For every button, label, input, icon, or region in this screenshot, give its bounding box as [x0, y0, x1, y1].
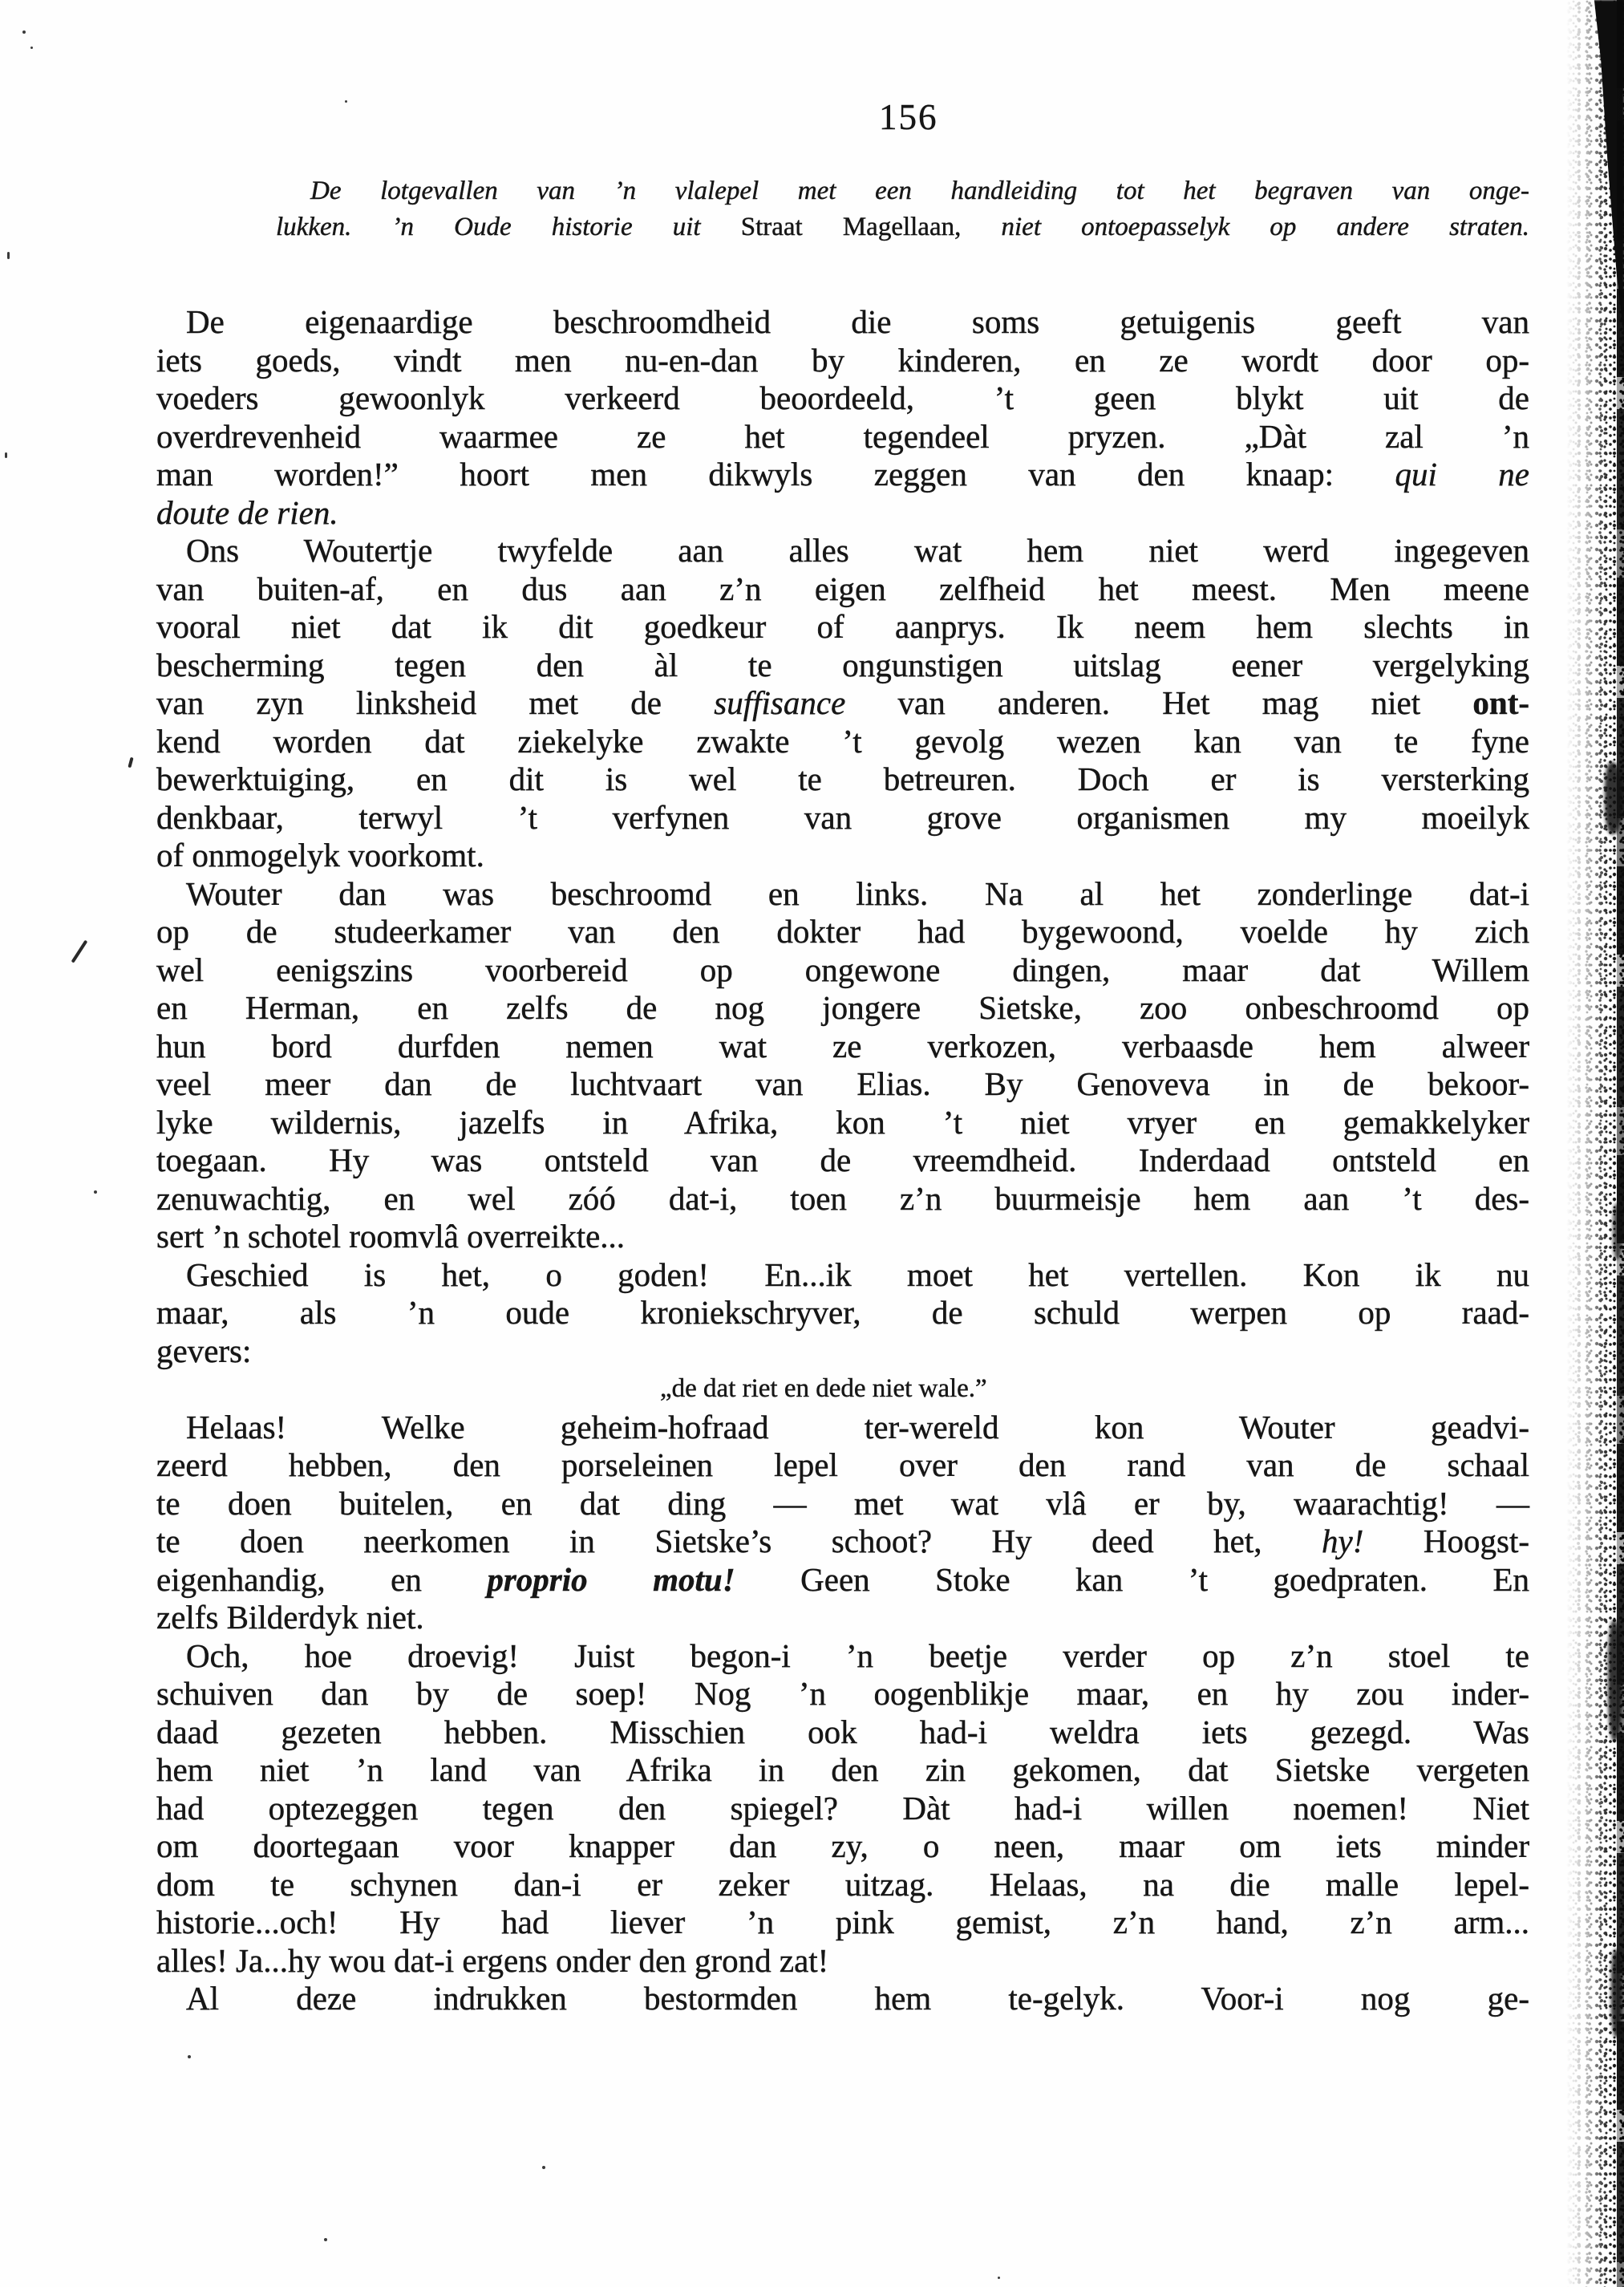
- text-line: [156, 379, 1529, 418]
- text-segment: maar, als ’n oude kroniekschryver, de schuld werpen op raad-: [156, 1294, 1529, 1331]
- text-line: [156, 837, 1529, 875]
- text-segment: Geen Stoke kan ’t goedpraten. En: [735, 1560, 1529, 1598]
- text-segment: dom te schynen dan-i er zeker uitzag. Helaas, na die malle lepel-: [156, 1865, 1529, 1903]
- text-line: [156, 1218, 1529, 1256]
- text-segment: van buiten-af, en dus aan z’n eigen zelfheid het meest. Men meene: [156, 570, 1529, 607]
- text-line: [156, 1942, 1529, 1981]
- text-segment: kend worden dat ziekelyke zwakte ’t gevolg wezen kan van te fyne: [156, 722, 1529, 760]
- text-line: [156, 1866, 1529, 1904]
- text-line: [156, 1675, 1529, 1713]
- text-line: [156, 494, 1529, 533]
- text-line: [156, 875, 1529, 914]
- scan-blotch: [1611, 1949, 1622, 2038]
- text-line: [156, 1104, 1529, 1142]
- text-segment: zeerd hebben, den porseleinen lepel over den rand van de schaal: [156, 1446, 1529, 1483]
- text-line: [156, 1256, 1529, 1295]
- text-segment: van anderen. Het mag niet: [845, 684, 1473, 721]
- scan-artifact-dot: [345, 100, 347, 103]
- text-line: [156, 647, 1529, 685]
- text-segment: sert ’n schotel roomvlâ overreikte...: [156, 1218, 626, 1255]
- scan-artifact-dot: [188, 2055, 191, 2058]
- text-segment: lyke wildernis, jazelfs in Afrika, kon ’t niet vryer en gemakkelyker: [156, 1103, 1529, 1141]
- text-line: [156, 1523, 1529, 1561]
- text-segment: te doen neerkomen in Sietske’s schoot? Hy deed het,: [156, 1523, 1322, 1559]
- text-segment: proprio motu!: [487, 1560, 735, 1598]
- text-segment: hem niet ’n land van Afrika in den zin gekomen, dat Sietske vergeten: [156, 1751, 1529, 1788]
- text-line: [156, 1065, 1529, 1104]
- text-line: [156, 1827, 1529, 1866]
- text-line: [156, 532, 1529, 570]
- text-segment: hun bord durfden nemen wat ze verkozen, verbaasde hem alweer: [156, 1027, 1529, 1064]
- scan-noise-right-band: [1566, 0, 1624, 2287]
- text-line: [156, 608, 1529, 647]
- heading-line: [156, 209, 1529, 245]
- text-segment: Al deze indrukken bestormden hem te-gelyk. Voor-i nog ge-: [186, 1980, 1529, 2017]
- text-line: [156, 1409, 1529, 1447]
- text-line: [156, 989, 1529, 1028]
- scan-artifact-tick: [128, 757, 133, 768]
- text-line: [156, 1790, 1529, 1828]
- text-line: [156, 418, 1529, 456]
- text-block: [156, 303, 1529, 2018]
- text-segment: om doortegaan voor knapper dan zy, o neen, maar om iets minder: [156, 1827, 1529, 1864]
- text-line: [156, 723, 1529, 761]
- text-line: [156, 1485, 1529, 1523]
- text-segment: ont-: [1472, 684, 1529, 721]
- text-segment: Geschied is het, o goden! En...ik moet het vertellen. Kon ik nu: [186, 1255, 1529, 1293]
- text-line: [156, 1599, 1529, 1637]
- text-segment: suffisance: [714, 684, 846, 721]
- text-line: [156, 1332, 1529, 1371]
- text-segment: veel meer dan de luchtvaart van Elias. By Genoveva in de bekoor-: [156, 1065, 1529, 1102]
- scan-artifact-dot: [324, 2238, 327, 2241]
- text-segment: toegaan. Hy was ontsteld van de vreemdheid. Inderdaad ontsteld en: [156, 1141, 1529, 1178]
- text-segment: De lotgevallen van ’n vlalepel met een handleiding tot het begraven van onge-: [310, 176, 1529, 205]
- text-segment: schuiven dan by de soep! Nog ’n oogenblikje maar, en hy zou inder-: [156, 1675, 1529, 1712]
- text-segment: De eigenaardige beschroomdheid die soms getuigenis geeft van: [186, 303, 1529, 340]
- text-segment: Helaas! Welke geheim-hofraad ter-wereld kon Wouter geadvi-: [186, 1408, 1529, 1446]
- text-segment: en Herman, en zelfs de nog jongere Sietske, zoo onbeschroomd op: [156, 989, 1529, 1026]
- page-number: 156: [879, 97, 938, 137]
- text-segment: historie...och! Hy had liever ’n pink gemist, z’n hand, z’n arm...: [156, 1904, 1529, 1940]
- text-segment: bewerktuiging, en dit is wel te betreuren. Doch er is versterking: [156, 760, 1529, 797]
- text-line: [156, 1180, 1529, 1219]
- text-line: [156, 1028, 1529, 1066]
- text-segment: Straat Magellaan,: [740, 213, 962, 241]
- text-segment: bescherming tegen den àl te ongunstigen uitslag eener vergelyking: [156, 646, 1529, 683]
- text-line: [156, 1561, 1529, 1600]
- text-line: [156, 570, 1529, 609]
- text-line: [156, 1980, 1529, 2018]
- text-segment: Wouter dan was beschroomd en links. Na al het zonderlinge dat-i: [186, 874, 1529, 912]
- text-line: [156, 913, 1529, 951]
- scan-artifact-dot: [22, 30, 26, 34]
- text-segment: op de studeerkamer van den dokter had bygewoond, voelde hy zich: [156, 913, 1529, 950]
- text-line: [156, 342, 1529, 380]
- text-line: [156, 1637, 1529, 1676]
- text-segment: eigenhandig, en: [156, 1560, 488, 1598]
- scan-artifact-dot: [30, 47, 33, 49]
- text-line: [156, 760, 1529, 799]
- text-segment: denkbaar, terwyl ’t verfynen van grove organismen my moeilyk: [156, 798, 1529, 836]
- text-segment: Hoogst-: [1363, 1523, 1530, 1559]
- scan-artifact-dot: [7, 252, 10, 259]
- text-segment: zelfs Bilderdyk niet.: [156, 1599, 424, 1636]
- text-segment: alles! Ja...hy wou dat-i ergens onder den grond zat!: [156, 1941, 829, 1979]
- heading-line: [156, 173, 1529, 209]
- scan-artifact-dot: [5, 452, 7, 458]
- text-segment: „de dat riet en dede niet wale.”: [660, 1374, 987, 1403]
- scan-artifact-stroke: [71, 940, 87, 963]
- text-segment: overdrevenheid waarmee ze het tegendeel pryzen. „Dàt zal ’n: [156, 417, 1529, 455]
- chapter-heading: [156, 173, 1529, 245]
- text-segment: had optezeggen tegen den spiegel? Dàt had-i willen noemen! Niet: [156, 1789, 1529, 1827]
- text-segment: Ons Woutertje twyfelde aan alles wat hem niet werd ingegeven: [186, 532, 1529, 569]
- text-line: [156, 303, 1529, 342]
- text-line: [156, 1446, 1529, 1485]
- text-segment: Och, hoe droevig! Juist begon-i ’n beetje verder op z’n stoel te: [186, 1636, 1529, 1674]
- text-segment: voeders gewoonlyk verkeerd beoordeeld, ’t geen blykt uit de: [156, 379, 1529, 416]
- scan-blotch: [1613, 1203, 1622, 1259]
- text-segment: vooral niet dat ik dit goedkeur of aanprys. Ik neem hem slechts in: [156, 608, 1529, 645]
- scan-noise-right-strip: [1617, 0, 1624, 2287]
- text-segment: hy!: [1322, 1523, 1364, 1559]
- scan-artifact-dot: [94, 1190, 97, 1194]
- text-line: [156, 456, 1529, 494]
- text-segment: zenuwachtig, en wel zóó dat-i, toen z’n buurmeisje hem aan ’t des-: [156, 1179, 1529, 1217]
- text-line: [156, 1141, 1529, 1180]
- text-line: [156, 951, 1529, 990]
- text-segment: man worden!” hoort men dikwyls zeggen van den knaap:: [156, 456, 1395, 493]
- text-segment: of onmogelyk voorkomt.: [156, 837, 484, 874]
- scan-artifact-dot: [998, 2277, 1000, 2279]
- text-segment: te doen buitelen, en dat ding — met wat vlâ er by, waarachtig! —: [156, 1484, 1529, 1522]
- text-line: [156, 1713, 1529, 1752]
- text-segment: gevers:: [156, 1332, 252, 1369]
- text-segment: daad gezeten hebben. Misschien ook had-i weldra iets gezegd. Was: [156, 1713, 1529, 1750]
- text-line: [156, 1751, 1529, 1790]
- text-segment: wel eenigszins voorbereid op ongewone dingen, maar dat Willem: [156, 951, 1529, 988]
- text-line: [156, 1294, 1529, 1332]
- quote-line: [156, 1370, 1529, 1409]
- scan-artifact-dot: [542, 2166, 545, 2169]
- text-segment: niet ontoepasselyk op andere straten.: [961, 213, 1529, 241]
- text-line: [156, 799, 1529, 837]
- text-segment: doute de rien.: [156, 493, 338, 531]
- scan-blotch: [1608, 1620, 1622, 1741]
- text-segment: iets goeds, vindt men nu-en-dan by kinderen, en ze wordt door op-: [156, 341, 1529, 379]
- text-line: [156, 1904, 1529, 1942]
- scan-blotch: [1605, 762, 1622, 834]
- text-segment: qui ne: [1395, 456, 1530, 493]
- text-segment: lukken. ’n Oude historie uit: [276, 213, 741, 241]
- text-line: [156, 684, 1529, 723]
- text-segment: van zyn linksheid met de: [156, 684, 715, 721]
